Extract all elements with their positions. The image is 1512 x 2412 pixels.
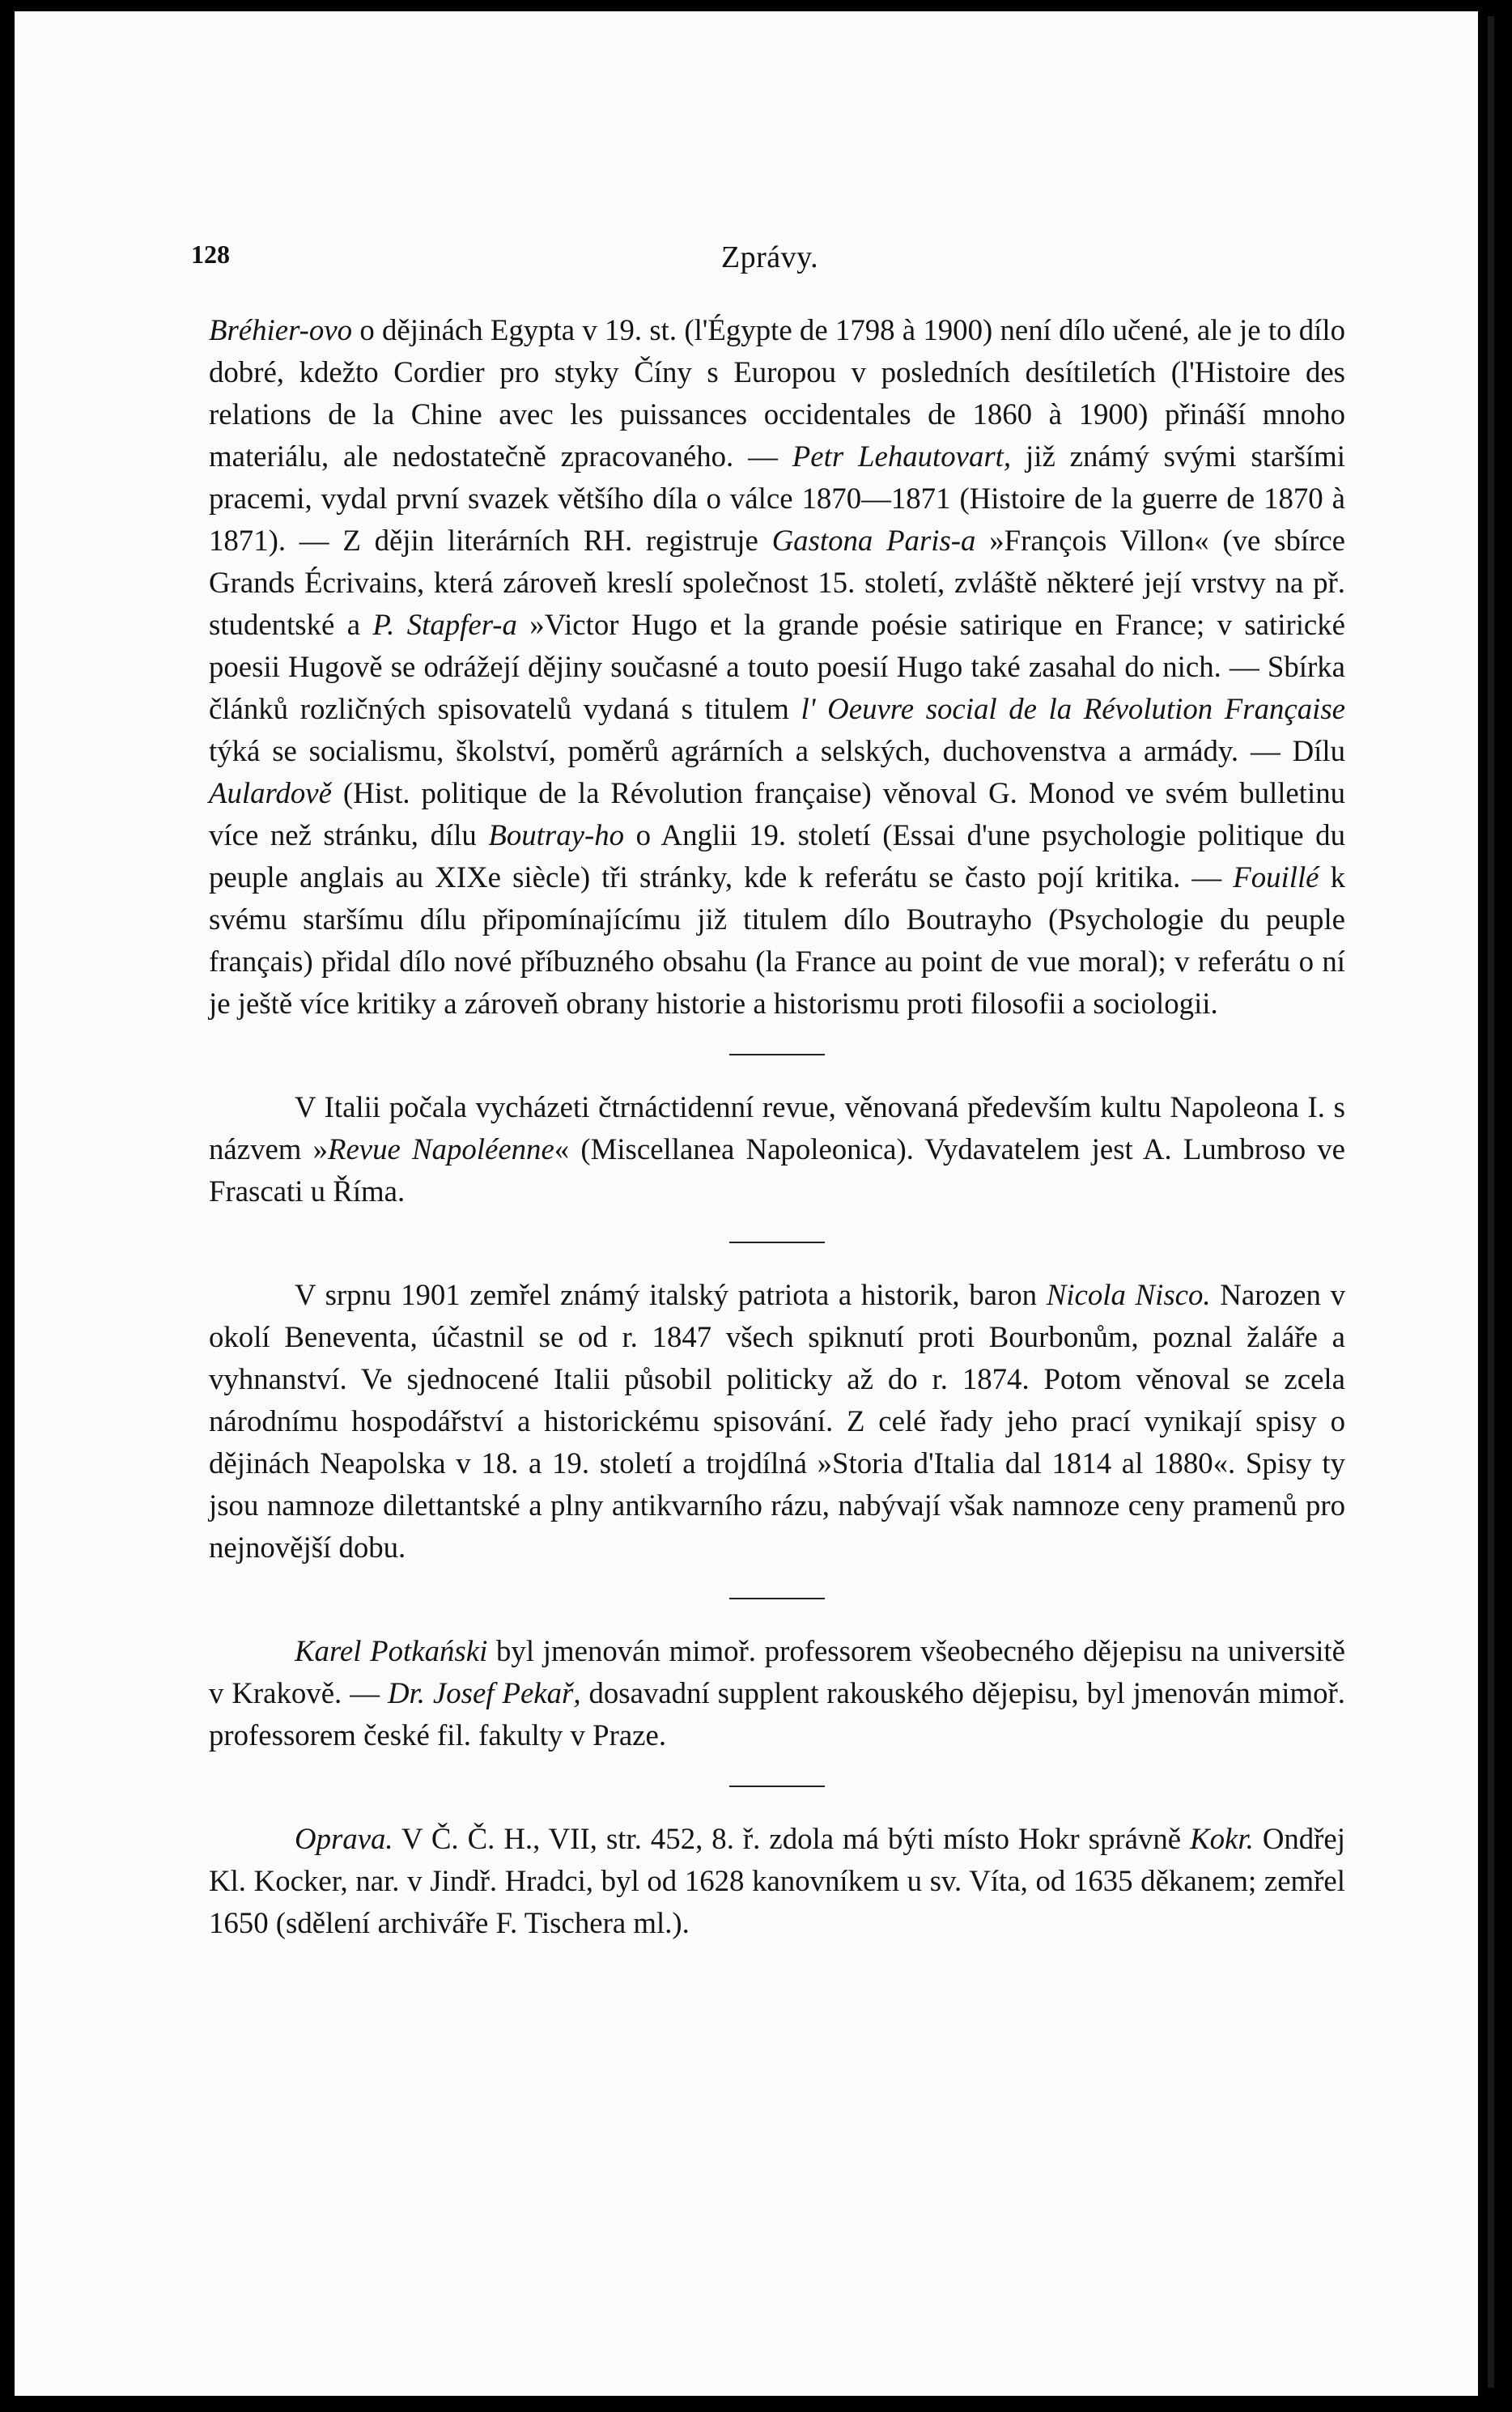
paragraph-revue-napoleonienne: V Italii počala vycházeti čtrnáctidenní revue, věnovaná především kultu Napoleona I. s názvem »Revue Napoléenne« (Miscellanea Napoleonica). Vydavatelem jest A. Lumbroso ve Frascati u Říma. xyxy=(209,1090,1345,1208)
page-number: 128 xyxy=(191,240,230,269)
scan-edge xyxy=(1488,16,1494,2388)
running-title: Zprávy. xyxy=(720,240,819,274)
paragraph-historical-literature: Bréhier-ovo o dějinách Egypta v 19. st. (l'Égypte de 1798 à 1900) není dílo učené, ale je to dílo dobré, kdežto Cordier pro styky Číny s Europou v posledních desítiletích (l'Histoire des relations de la Chine avec les puissances occidentales de 1860 à 1900) přináší mnoho materiálu, ale nedostatečně zpracovaného. — Petr Lehautovart, již známý svými staršími pracemi, vydal první svazek většího díla o válce 1870—1871 (Histoire de la guerre de 1870 à 1871). — Z dějin literárních RH. registruje Gastona Paris-a »François Villon« (ve sbírce Grands Écrivains, která zároveň kreslí společnost 15. století, zvláště některé její vrstvy na př. studentské a P. Stapfer-a »Victor Hugo et la grande poésie satirique en France; v satirické poesii Hugově se odrážejí dějiny současné a touto poesií Hugo také zasahal do nich. — Sbírka článků rozličných spisovatelů vydaná s titulem l' Oeuvre social de la Révolution Française týká se socialismu, školství, poměrů agrárních a selských, duchovenstva a armády. — Dílu Aulardově (Hist. politique de la Révolution française) věnoval G. Monod ve svém bulletinu více než stránku, dílu Boutray-ho o Anglii 19. století (Essai d'une psychologie politique du peuple anglais au XIXe siècle) tři stránky, kde k referátu se často pojí kritika. — Fouillé k svému staršímu dílu připomínajícímu již titulem dílo Boutrayho (Psychologie du peuple français) přidal dílo nové příbuzného obsahu (la France au point de vue moral); v referátu o ní je ještě více kritiky a zároveň obrany historie a historismu proti filosofii a sociologii. xyxy=(209,313,1345,1020)
paragraph-correction: Oprava. V Č. Č. H., VII, str. 452, 8. ř. zdola má býti místo Hokr správně Kokr. Ondřej Kl. Kocker, nar. v Jindř. Hradci, byl od 1628 kanovníkem u sv. Víta, od 1635 děkanem; zemřel 1650 (sdělení archiváře F. Tischera ml.). xyxy=(209,1822,1345,1939)
article-body xyxy=(209,309,1345,1944)
separator-rule xyxy=(729,1054,825,1055)
separator-rule xyxy=(729,1242,825,1243)
page-header xyxy=(191,240,1348,280)
separator-rule xyxy=(729,1786,825,1787)
paragraph-nicola-nisco: V srpnu 1901 zemřel známý italský patriota a historik, baron Nicola Nisco. Narozen v okolí Beneventa, účastnil se od r. 1847 všech spiknutí proti Bourbonům, poznal žaláře a vyhnanství. Ve sjednocené Italii působil politicky až do r. 1874. Potom věnoval se zcela národnímu hospodářství a historickému spisování. Z celé řady jeho prací vynikají spisy o dějinách Neapolska v 18. a 19. století a trojdílná »Storia d'Italia dal 1814 al 1880«. Spisy ty jsou namnoze dilettantské a plny antikvarního rázu, nabývají však namnoze ceny pramenů pro nejnovější dobu. xyxy=(209,1278,1346,1564)
separator-rule xyxy=(729,1598,825,1599)
paragraph-appointments: Karel Potkański byl jmenován mimoř. professorem všeobecného dějepisu na universitě v Krakově. — Dr. Josef Pekař, dosavadní supplent rakouského dějepisu, byl jmenován mimoř. professorem české fil. fakulty v Praze. xyxy=(209,1634,1346,1752)
